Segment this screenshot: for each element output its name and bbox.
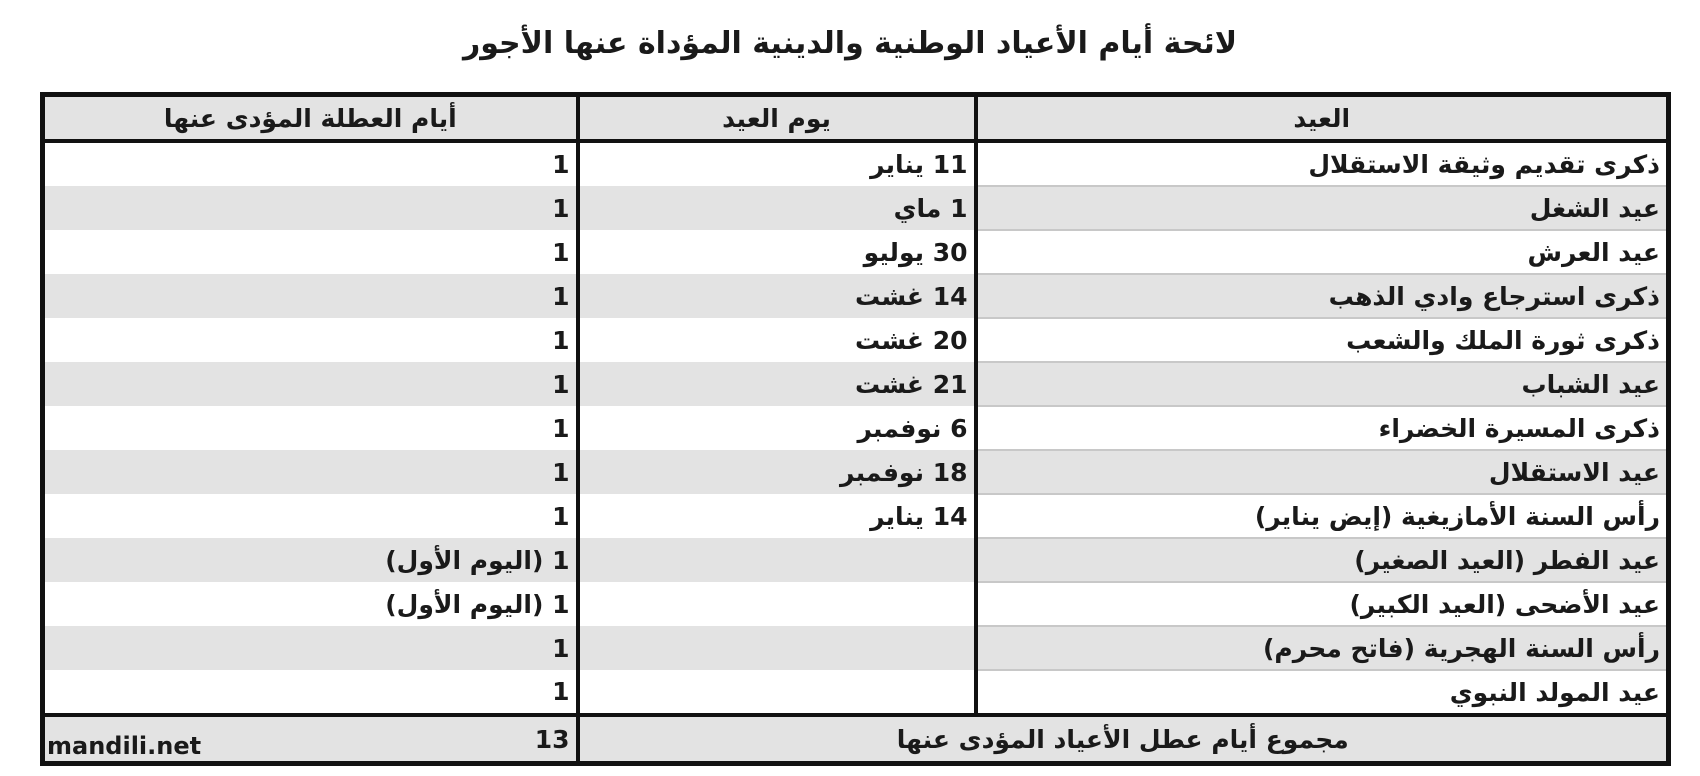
site-watermark: mandili.net — [47, 732, 202, 760]
paid-days-cell: 1 — [43, 186, 578, 230]
table-body — [43, 141, 1669, 715]
table-row — [43, 450, 1669, 494]
holiday-name-cell: عيد الفطر (العيد الصغير) — [976, 538, 1669, 582]
holiday-date-cell: 20 غشت — [578, 318, 976, 362]
total-label: مجموع أيام عطل الأعياد المؤدى عنها — [578, 715, 1669, 764]
header-holiday: العيد — [976, 95, 1669, 142]
holiday-date-cell — [578, 626, 976, 670]
page-title: لائحة أيام الأعياد الوطنية والدينية المؤداة عنها الأجور — [462, 26, 1238, 61]
table-row — [43, 494, 1669, 538]
paid-days-cell: 1 (اليوم الأول) — [43, 538, 578, 582]
header-row — [43, 95, 1669, 142]
paid-days-cell: 1 — [552, 237, 570, 267]
paid-days-cell: 1 — [552, 677, 570, 706]
paid-days-cell: 1 — [43, 626, 578, 670]
table-row — [43, 582, 1669, 626]
header-date: يوم العيد — [578, 95, 976, 142]
table-row — [43, 230, 1669, 274]
holiday-date-cell: 1 ماي — [578, 186, 976, 230]
table-row — [43, 670, 1669, 715]
table-row — [43, 318, 1669, 362]
paid-days-cell: 1 (اليوم الأول) — [385, 589, 570, 619]
holiday-name-cell: رأس السنة الهجرية (فاتح محرم) — [976, 626, 1669, 670]
table-row — [43, 141, 1669, 186]
holiday-name-cell: عيد الاستقلال — [976, 450, 1669, 494]
holiday-name-cell: رأس السنة الأمازيغية (إيض يناير) — [976, 494, 1669, 538]
holiday-name-cell: عيد العرش — [976, 230, 1669, 274]
holidays-table — [40, 92, 1671, 766]
holiday-date-cell — [578, 538, 976, 582]
paid-days-cell: 1 — [43, 450, 578, 494]
holiday-date-cell: 14 غشت — [578, 274, 976, 318]
holiday-date-cell — [578, 670, 976, 715]
table-row — [43, 538, 1669, 582]
paid-days-cell: 1 — [552, 150, 570, 179]
paid-days-cell: 1 — [43, 362, 578, 406]
table-row — [43, 362, 1669, 406]
total-row — [43, 715, 1669, 764]
table-row — [43, 274, 1669, 318]
holiday-name-cell: ذكرى تقديم وثيقة الاستقلال — [976, 141, 1669, 186]
holiday-date-cell: 11 يناير — [578, 141, 976, 186]
holidays-table-container — [40, 92, 1666, 766]
holiday-date-cell: 18 نوفمبر — [578, 450, 976, 494]
paid-days-cell: 1 — [552, 501, 570, 531]
header-paid-days: أيام العطلة المؤدى عنها — [43, 95, 578, 142]
holiday-date-cell: 6 نوفمبر — [578, 406, 976, 450]
table-row — [43, 626, 1669, 670]
holiday-date-cell: 14 يناير — [578, 494, 976, 538]
holiday-date-cell: 30 يوليو — [578, 230, 976, 274]
holiday-name-cell: ذكرى ثورة الملك والشعب — [976, 318, 1669, 362]
holiday-name-cell: ذكرى استرجاع وادي الذهب — [976, 274, 1669, 318]
table-row — [43, 186, 1669, 230]
holiday-name-cell: ذكرى المسيرة الخضراء — [976, 406, 1669, 450]
total-value: 13 — [43, 715, 578, 764]
holiday-name-cell: عيد الشغل — [976, 186, 1669, 230]
holiday-name-cell: عيد المولد النبوي — [976, 670, 1669, 715]
paid-days-cell: 1 — [552, 413, 570, 443]
holiday-date-cell: 21 غشت — [578, 362, 976, 406]
holiday-name-cell: عيد الأضحى (العيد الكبير) — [976, 582, 1669, 626]
paid-days-cell: 1 — [43, 274, 578, 318]
holiday-date-cell — [578, 582, 976, 626]
paid-days-cell: 1 — [552, 325, 570, 355]
holiday-name-cell: عيد الشباب — [976, 362, 1669, 406]
table-row — [43, 406, 1669, 450]
